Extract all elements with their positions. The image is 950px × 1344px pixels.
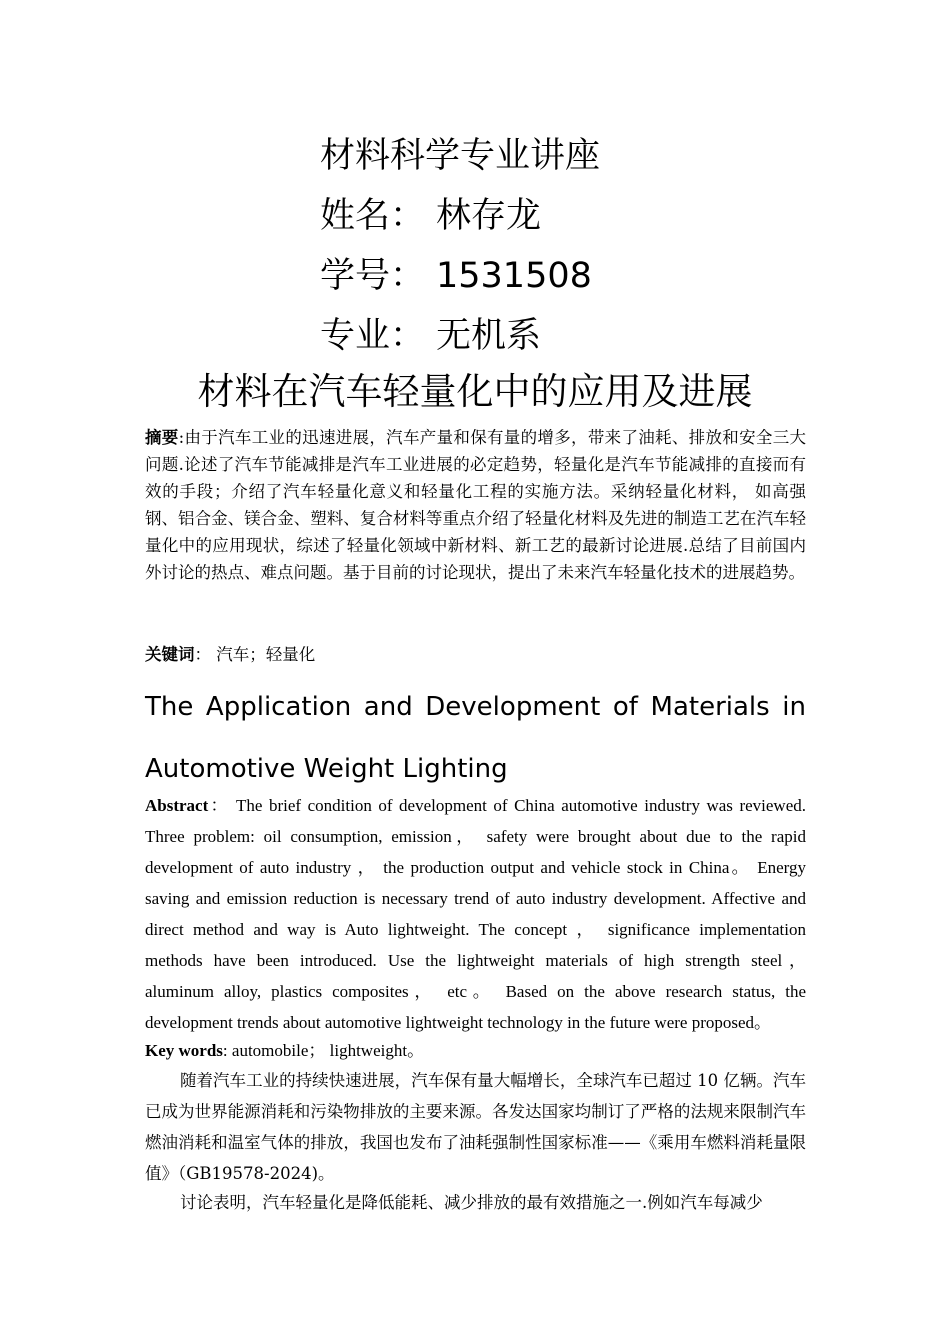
paper-title-en [145, 676, 806, 800]
keywords-cn [145, 642, 806, 668]
student-id-value: 1531508 [436, 256, 592, 296]
paper-title-en-line2: Automotive Weight Lighting [145, 754, 508, 784]
body-paragraph: 讨论表明，汽车轻量化是降低能耗、减少排放的最有效措施之一.例如汽车每减少 [180, 1193, 763, 1212]
cover-block [320, 126, 740, 366]
course-title: 材料科学专业讲座 [320, 136, 601, 176]
paper-title-cn: 材料在汽车轻量化中的应用及进展 [197, 370, 753, 413]
keywords-en-text: : automobile； lightweight。 [222, 1041, 425, 1060]
abstract-en-line: methods have been introduced. Use the lightweight materials of high strength steel， [145, 951, 806, 970]
abstract-en-line: direct method and way is Auto lightweight. The concept ， significance implementation [145, 920, 806, 939]
abstract-en-line: development of auto industry ， the production output and vehicle stock in China。 Energy [145, 858, 806, 877]
keywords-cn-text: ： 汽车；轻量化 [194, 645, 316, 664]
abstract-en-line: aluminum alloy, plastics composites， etc。 Based on the above research status, the [145, 982, 806, 1001]
abstract-en [145, 790, 806, 1038]
name-value: 林存龙 [436, 196, 542, 236]
keywords-en [145, 1036, 806, 1066]
student-id-label: 学号： [320, 256, 426, 296]
major-value: 无机系 [436, 316, 542, 356]
major-row [320, 306, 740, 366]
abstract-en-line: Abstract： The brief condition of development of China automotive industry was reviewed. [145, 796, 806, 815]
abstract-en-line: development trends about automotive lightweight technology in the future were proposed。 [145, 1013, 772, 1032]
abstract-cn-text: :由于汽车工业的迅速进展，汽车产量和保有量的增多，带来了油耗、排放和安全三大问题.论述了汽车节能减排是汽车工业进展的必定趋势，轻量化是汽车节能减排的直接而有效的手段；介绍了汽车轻量化意义和轻量化工程的实施方法。采纳轻量化材料， 如高强钢、铝合金、镁合金、塑料、复合材料等重点介绍了轻量化材料及先进的制造工艺在汽车轻量化中的应用现状，综述了轻量化领域中新材料、新工艺的最新讨论进展.总结了目前国内外讨论的热点、难点问题。基于目前的讨论现状，提出了未来汽车轻量化技术的进展趋势。 [145, 428, 807, 582]
student-id-row [320, 246, 740, 306]
name-row [320, 186, 740, 246]
paper-title-en-line1: The Application and Development of Materials in [145, 692, 806, 722]
abstract-en-line: saving and emission reduction is necessary trend of auto industry development. Affective and [145, 889, 806, 908]
abstract-en-label: Abstract [145, 796, 209, 815]
abstract-en-line: Three problem: oil consumption, emission， safety were brought about due to the rapid [145, 827, 806, 846]
abstract-cn [145, 424, 806, 586]
keywords-cn-label: 关键词 [145, 645, 195, 664]
major-label: 专业： [320, 316, 426, 356]
keywords-en-label: Key words [145, 1041, 223, 1060]
abstract-cn-label: 摘要 [145, 428, 179, 447]
body-paragraph: 随着汽车工业的持续快速进展，汽车保有量大幅增长，全球汽车已超过 10 亿辆。汽车已成为世界能源消耗和污染物排放的主要来源。各发达国家均制订了严格的法规来限制汽车燃油消耗和温室气体的排放，我国也发布了油耗强制性国家标准——《乘用车燃料消耗量限值》（GB19578-2024)。 [145, 1071, 806, 1183]
name-label: 姓名： [320, 196, 426, 236]
